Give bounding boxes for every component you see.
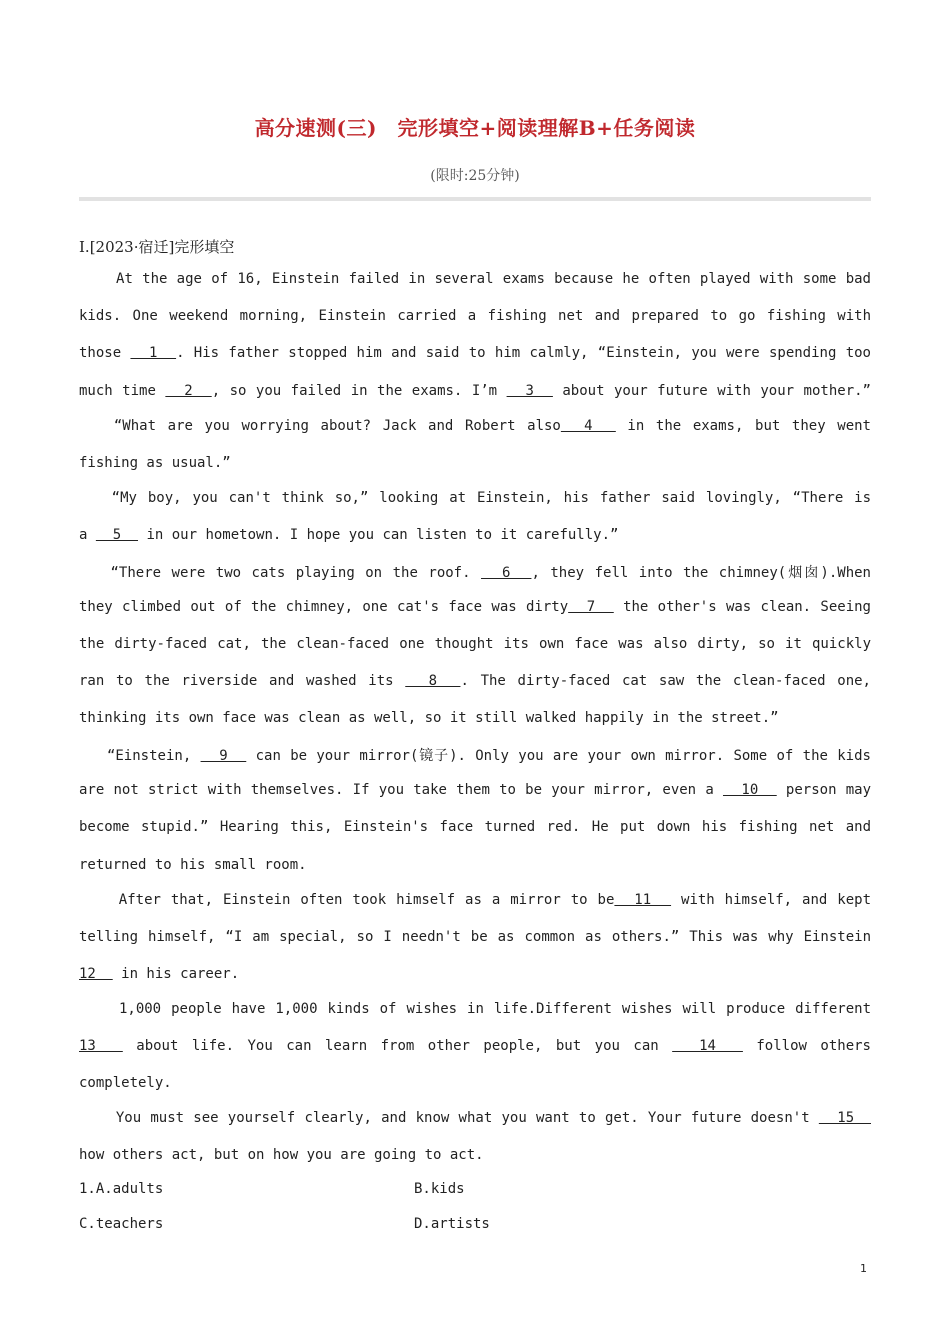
passage-text: in the exams, but they went — [615, 418, 871, 434]
passage-text: completely. — [79, 1075, 172, 1091]
passage-text: At the age of 16, Einstein failed in several exams because he often played with some bad — [79, 271, 871, 287]
passage-line — [79, 1110, 871, 1134]
passage-line — [79, 673, 871, 697]
page-number: 1 — [860, 1262, 867, 1275]
cloze-blank: 9 — [200, 748, 247, 764]
passage-text: , they fell into the chimney(烟囱).When — [531, 565, 871, 581]
passage-line — [79, 345, 871, 369]
passage-text: become stupid.” Hearing this, Einstein's face turned red. He put down his fishing net and — [79, 819, 871, 835]
passage-text: the other's was clean. Seeing — [613, 599, 871, 615]
passage-line — [79, 271, 871, 295]
passage-text: a — [79, 527, 96, 543]
cloze-blank: 1 — [130, 345, 177, 361]
cloze-blank: 6 — [481, 565, 532, 581]
passage-text: . The dirty-faced cat saw the clean-faced one, — [460, 673, 871, 689]
passage-line — [79, 782, 871, 806]
passage-text: can be your mirror(镜子). Only you are your own mirror. Some of the kids — [246, 748, 871, 764]
passage-text: returned to his small room. — [79, 857, 307, 873]
passage-text: telling himself, “I am special, so I needn't be as common as others.” This was why Einstein — [79, 929, 871, 945]
passage-text: “Einstein, — [79, 748, 201, 764]
passage-text: person may — [776, 782, 872, 798]
passage-text: “What are you worrying about? Jack and Robert also — [79, 418, 561, 434]
cloze-blank: 15 — [818, 1110, 871, 1126]
passage-line — [79, 710, 871, 734]
passage-text: After that, Einstein often took himself as a mirror to be — [79, 892, 615, 908]
passage-text: follow others — [742, 1038, 871, 1054]
passage-text: how others act, but on how you are going to act. — [79, 1147, 484, 1163]
passage-text: “There were two cats playing on the roof. — [79, 565, 482, 581]
cloze-blank: 12 — [79, 966, 113, 982]
passage-line — [79, 857, 871, 881]
passage-line — [79, 562, 871, 586]
passage-line — [79, 490, 871, 514]
cloze-blank: 2 — [165, 383, 212, 399]
passage-text: kids. One weekend morning, Einstein carried a fishing net and prepared to go fishing with — [79, 308, 871, 324]
passage-text: the dirty-faced cat, the clean-faced one thought its own face was also dirty, so it quickly — [79, 636, 871, 652]
passage-line — [79, 308, 871, 332]
cloze-blank: 7 — [568, 599, 614, 615]
passage-text: . His father stopped him and said to him calmly, “Einstein, you were spending too — [176, 345, 871, 361]
option-1c: C.teachers — [79, 1216, 164, 1232]
passage-line — [79, 455, 871, 479]
passage-line — [79, 383, 871, 407]
page-title: 高分速测(三) 完形填空+阅读理解B+任务阅读 — [254, 116, 696, 140]
cloze-blank: 14 — [672, 1038, 743, 1054]
time-limit: (限时:25分钟) — [430, 168, 520, 184]
passage-text: are not strict with themselves. If you take them to be your mirror, even a — [79, 782, 723, 798]
passage-text: 1,000 people have 1,000 kinds of wishes in life.Different wishes will produce different — [79, 1001, 871, 1017]
passage-text: , so you failed in the exams. I’m — [211, 383, 507, 399]
passage-line — [79, 418, 871, 442]
passage-line — [79, 1001, 871, 1025]
passage-text: they climbed out of the chimney, one cat's face was dirty — [79, 599, 569, 615]
passage-text: those — [79, 345, 131, 361]
cloze-blank: 13 — [79, 1038, 123, 1054]
passage-text: ran to the riverside and washed its — [79, 673, 406, 689]
passage-text: in our hometown. I hope you can listen to it carefully.” — [138, 527, 619, 543]
passage-text: about life. You can learn from other people, but you can — [122, 1038, 673, 1054]
passage-line — [79, 929, 871, 953]
passage-line — [79, 636, 871, 660]
cloze-blank: 5 — [95, 527, 139, 543]
option-1d: D.artists — [414, 1216, 490, 1232]
passage-line — [79, 1075, 871, 1099]
passage-text: in his career. — [112, 966, 240, 982]
option-1a: 1.A.adults — [79, 1181, 164, 1197]
section-heading: Ⅰ.[2023·宿迁]完形填空 — [79, 238, 235, 256]
passage-text: about your future with your mother.” — [552, 383, 871, 399]
passage-text: with himself, and kept — [671, 892, 871, 908]
passage-line — [79, 966, 871, 990]
cloze-blank: 3 — [506, 383, 553, 399]
option-1b: B.kids — [414, 1181, 465, 1197]
cloze-blank: 8 — [405, 673, 461, 689]
cloze-blank: 4 — [560, 418, 616, 434]
cloze-blank: 11 — [614, 892, 672, 908]
cloze-blank: 10 — [722, 782, 777, 798]
passage-text: “My boy, you can't think so,” looking at Einstein, his father said lovingly, “There is — [79, 490, 871, 506]
passage-line — [79, 1147, 871, 1171]
passage-text: fishing as usual.” — [79, 455, 231, 471]
passage-line — [79, 745, 871, 769]
passage-line — [79, 892, 871, 916]
header-divider — [79, 197, 871, 201]
passage-line — [79, 527, 871, 551]
passage-text: thinking its own face was clean as well, so it still walked happily in the street.” — [79, 710, 779, 726]
passage-line — [79, 819, 871, 843]
passage-text: You must see yourself clearly, and know what you want to get. Your future doesn't — [79, 1110, 819, 1126]
passage-line — [79, 1038, 871, 1062]
passage-line — [79, 599, 871, 623]
passage-text: much time — [79, 383, 166, 399]
